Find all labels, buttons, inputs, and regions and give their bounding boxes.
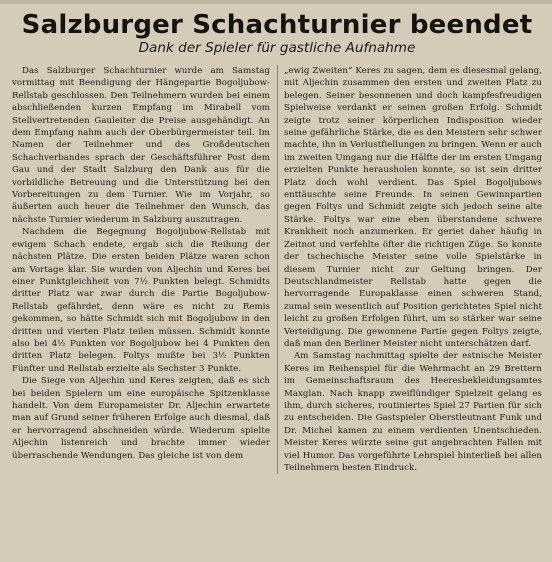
paragraph: „ewig Zweiten“ Keres zu sagen, dem es diesesmal gelang, mit Aljechin zusammen den ersten und zweiten Platz zu belegen. Seiner besonnenen und doch kampfesfreudigen Spielweise verdankt er seinen großen Erfolg. Schmidt zeigte trotz seiner körperlichen Indisposition wieder seine gefährliche Stärke, die es den Meistern sehr schwer machte, ihn in Verlustfiellungen zu bringen. Wenn er auch im zweiten Umgang nur die Hälfte der im ersten Umgang erzielten Punkte herausholen konnte, so ist sein dritter Platz doch wohl verdient. Das Spiel Bogoljubows enttäuschte seine Freunde. In seinen Gewinnpartien gegen Foltys und Schmidt zeigte sich jedoch seine alte Stärke. Foltys war eine eben überstandene schwere Krankheit noch anzumerken. Er geriet daher häufig in Zeitnot und verfehlte öfter die richtigen Züge. So konnte der tschechische Meister seine volle Spielstärke in diesem Turnier nicht zur Geltung bringen. Der Deutschlandmeister Rellstab hatte gegen die hervorragende Europaklasse einen schweren Stand, zumal sein wesentlich auf Position gerichtetes Spiel nicht leicht zu großen Erfolgen führt, um so stärker war seine Verteidigung. Die gewonnene Partie gegen Foltys zeigte, daß man den Berliner Meister nicht unterschätzen darf. [284, 66, 542, 349]
left-column [12, 65, 270, 474]
paragraph: Die Siege von Aljechin und Keres zeigten, daß es sich bei beiden Spielern um eine europäische Spitzenklasse handelt. Von dem Europameister Dr. Aljechin erwartete man auf Grund seiner früheren Erfolge auch diesmal, daß er hervorragend abschneiden würde. Wiederum spielte Aljechin listenreich und brachte immer wieder überraschende Wendungen. Das gleiche ist von dem [12, 376, 270, 461]
column-divider [277, 65, 278, 474]
article-headline: Salzburger Schachturnier beendet [21, 10, 533, 40]
article-subhead: Dank der Spieler für gastliche Aufnahme [138, 40, 416, 56]
paragraph: Nachdem die Begegnung Bogoljubow-Rellstab mit ewigem Schach endete, ergab sich die Reihung der nächsten Plätze. Die ersten beiden Plätze waren schon am Vortage klar. Sie wurden von Aljechin und Keres bei einer Punktgleichheit von 7½ Punkten belegt. Schmidts dritter Platz war zwar durch die Partie Bogoljubow-Rellstab gefährdet, denn wäre es nicht zu Remis gekommen, so hätte Schmidt sich mit Bogoljubow in den dritten und vierten Platz teilen müssen. Schmidt konnte also bei 4½ Punkten vor Bogoljubow bei 4 Punkten den dritten Platz belegen. Foltys mußte bei 3½ Punkten Fünfter und Rellstab erzielte als Sechster 3 Punkte. [12, 227, 270, 374]
paragraph: Das Salzburger Schachturnier wurde am Samstag vormittag mit Beendigung der Hängepartie Bogoljubow-Rellstab geschlossen. Den Teilnehmern wurden bei einem abschließenden kurzen Empfang im Mirabell vom Stellvertretenden Gauleiter die Preise ausgehändigt. An dem Empfang nahm auch der Oberbürgermeister teil. Im Namen der Teilnehmer und des Großdeutschen Schachverbandes sprach der Geschäftsführer Post dem Gau und der Stadt Salzburg den Dank aus für die vorbildliche Betreuung und die Unterstützung bei den Vorbereitungen zu dem Turnier. Wie im Vorjahr, so äußerten auch heuer die Teilnehmer den Wunsch, das nächste Turnier wiederum in Salzburg auszutragen. [12, 66, 270, 225]
paragraph: Am Samstag nachmittag spielte der estnische Meister Keres im Reihenspiel für die Wehrmacht an 29 Brettern im Gemeinschaftsraum des Heeresbekleidungsamtes Maxglan. Nach knapp zweiflündiger Spielzeit gelang es ihm, durch sicheres, routiniertes Spiel 27 Partien für sich zu entscheiden. Die Gastspieler Oberstleutnant Funk und Dr. Michel kamen zu einem verdienten Unentschieden. Meister Keres würzte seine gut angebrachten Fallen mit viel Humor. Das vorgeführte Lehrspiel hinterließ bei allen Teilnehmern besten Eindruck. [284, 351, 542, 473]
right-column [284, 65, 542, 474]
article-columns [12, 65, 542, 474]
top-edge-strip [0, 0, 552, 4]
